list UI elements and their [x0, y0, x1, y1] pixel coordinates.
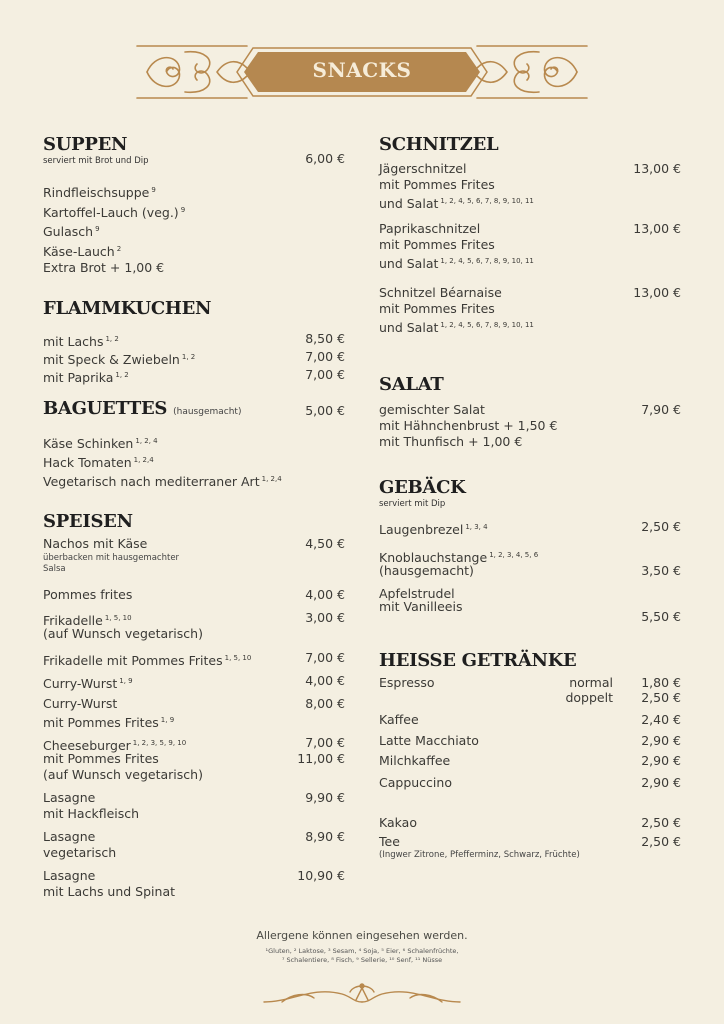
footer-ornament: [262, 980, 462, 1008]
menu-price: 11,00 €: [297, 751, 345, 766]
left-column: [43, 0, 345, 1024]
menu-price: 4,50 €: [305, 536, 345, 551]
menu-item: Knoblauchstange $^{1, 2, 3, 4, 5, 6}$: [379, 550, 539, 565]
menu-price: 2,50 €: [641, 815, 681, 830]
gebaeck-subtitle: serviert mit Dip: [379, 499, 446, 509]
menu-price: 3,50 €: [641, 563, 681, 578]
menu-price: 4,00 €: [305, 587, 345, 602]
menu-note: überbacken mit hausgemachter: [43, 553, 180, 563]
menu-item: Milchkaffee: [379, 753, 451, 768]
menu-item: Cheeseburger $^{1, 2, 3, 5, 9, 10}$: [43, 738, 187, 753]
menu-item: mit Lachs $^{1, 2}$: [43, 334, 119, 349]
menu-item: Kartoffel-Lauch (veg.) $^9$: [43, 205, 186, 220]
section-title-getraenke: HEISSE GETRÄNKE: [379, 650, 577, 671]
menu-item: Lasagne: [43, 868, 96, 883]
section-title-speisen: SPEISEN: [43, 511, 133, 532]
menu-price: 2,50 €: [641, 834, 681, 849]
menu-price: 8,90 €: [305, 829, 345, 844]
menu-item: Vegetarisch nach mediterraner Art $^{1, 2,4}$: [43, 474, 282, 489]
menu-item: Curry-Wurst: [43, 696, 118, 711]
espresso-option-normal: normal: [569, 675, 613, 690]
section-title-baguettes: BAGUETTES (hausgemacht): [43, 398, 242, 419]
menu-price: 2,90 €: [641, 753, 681, 768]
menu-price: 8,00 €: [305, 696, 345, 711]
menu-item-line: mit Pommes Frites: [379, 177, 495, 192]
section-title-flammkuchen: FLAMMKUCHEN: [43, 298, 212, 319]
menu-item: Apfelstrudel: [379, 586, 455, 601]
menu-item-line: und Salat $^{1, 2, 4, 5, 6, 7, 8, 9, 10, 11}$: [379, 320, 534, 335]
menu-item: mit Paprika $^{1, 2}$: [43, 370, 129, 385]
menu-item: Extra Brot + 1,00 €: [43, 260, 165, 275]
menu-item: Hack Tomaten $^{1, 2,4}$: [43, 455, 154, 470]
menu-note: Salsa: [43, 564, 66, 574]
section-title-gebaeck: GEBÄCK: [379, 477, 466, 498]
menu-price: 2,90 €: [641, 733, 681, 748]
allergen-legend: ¹Gluten, ² Laktose, ³ Sesam, ⁴ Soja, ⁵ Eier, ⁶ Schalenfrüchte, ⁷ Schalentiere, ⁸ Fisch, ⁹ Sellerie, ¹⁰ Senf, ¹¹ Nüsse: [265, 947, 459, 964]
menu-item: Kakao: [379, 815, 417, 830]
menu-item: Espresso: [379, 675, 435, 690]
baguettes-price: 5,00 €: [305, 403, 345, 418]
banner-title: SNACKS: [312, 58, 412, 82]
menu-item-line: mit Vanilleeis: [379, 599, 463, 614]
menu-price: 8,50 €: [305, 331, 345, 346]
menu-price: 3,00 €: [305, 610, 345, 625]
menu-item: Paprikaschnitzel: [379, 221, 481, 236]
menu-price: 7,00 €: [305, 735, 345, 750]
menu-item: Kaffee: [379, 712, 419, 727]
menu-item: Laugenbrezel $^{1, 3, 4}$: [379, 522, 488, 537]
menu-item: Rindfleischsuppe $^9$: [43, 185, 156, 200]
menu-item-line: mit Hähnchenbrust + 1,50 €: [379, 418, 558, 433]
menu-price: 13,00 €: [633, 285, 681, 300]
menu-item: Lasagne: [43, 790, 96, 805]
menu-price: 13,00 €: [633, 221, 681, 236]
menu-item: gemischter Salat: [379, 402, 485, 417]
menu-price: 7,00 €: [305, 367, 345, 382]
menu-item: Frikadelle $^{1, 5, 10}$: [43, 613, 132, 628]
menu-price: 1,80 €: [641, 675, 681, 690]
section-title-suppen: SUPPEN: [43, 134, 128, 155]
suppen-price: 6,00 €: [305, 151, 345, 166]
menu-price: 4,00 €: [305, 673, 345, 688]
menu-item-line: mit Pommes Frites: [379, 301, 495, 316]
menu-item-line: (auf Wunsch vegetarisch): [43, 767, 203, 782]
menu-price: 2,50 €: [641, 690, 681, 705]
menu-item-line: mit Pommes Frites $^{1, 9}$: [43, 715, 175, 730]
menu-item: Tee: [379, 834, 400, 849]
menu-item: Käse-Lauch $^2$: [43, 244, 122, 259]
menu-price: 5,50 €: [641, 609, 681, 624]
menu-price: 7,00 €: [305, 349, 345, 364]
tee-note: (Ingwer Zitrone, Pfefferminz, Schwarz, Früchte): [379, 850, 580, 860]
menu-item-line: mit Thunfisch + 1,00 €: [379, 434, 523, 449]
menu-price: 7,90 €: [641, 402, 681, 417]
menu-item-line: (hausgemacht): [379, 563, 474, 578]
section-title-salat: SALAT: [379, 374, 444, 395]
menu-item-line: und Salat $^{1, 2, 4, 5, 6, 7, 8, 9, 10, 11}$: [379, 196, 534, 211]
menu-item: Jägerschnitzel: [379, 161, 467, 176]
menu-price: 2,50 €: [641, 519, 681, 534]
menu-item: Schnitzel Béarnaise: [379, 285, 502, 300]
menu-item-line: (auf Wunsch vegetarisch): [43, 626, 203, 641]
menu-item: Pommes frites: [43, 587, 133, 602]
menu-item: Käse Schinken $^{1, 2, 4}$: [43, 436, 158, 451]
menu-item: Gulasch $^9$: [43, 224, 100, 239]
menu-price: 9,90 €: [305, 790, 345, 805]
menu-item-line: mit Hackfleisch: [43, 806, 140, 821]
menu-item: Nachos mit Käse: [43, 536, 148, 551]
menu-item-line: mit Lachs und Spinat: [43, 884, 176, 899]
menu-price: 10,90 €: [297, 868, 345, 883]
menu-item: Lasagne: [43, 829, 96, 844]
section-title-schnitzel: SCHNITZEL: [379, 134, 499, 155]
menu-item-line: und Salat $^{1, 2, 4, 5, 6, 7, 8, 9, 10, 11}$: [379, 256, 534, 271]
menu-item-line: mit Pommes Frites: [379, 237, 495, 252]
menu-price: 13,00 €: [633, 161, 681, 176]
menu-price: 2,40 €: [641, 712, 681, 727]
suppen-subtitle: serviert mit Brot und Dip: [43, 156, 149, 166]
menu-item: Curry-Wurst $^{1, 9}$: [43, 676, 133, 691]
menu-item: Latte Macchiato: [379, 733, 479, 748]
espresso-option-doppelt: doppelt: [565, 690, 613, 705]
menu-item: Frikadelle mit Pommes Frites $^{1, 5, 10}$: [43, 653, 252, 668]
menu-item: mit Speck & Zwiebeln $^{1, 2}$: [43, 352, 196, 367]
menu-item-line: vegetarisch: [43, 845, 117, 860]
allergen-notice: Allergene können eingesehen werden.: [256, 929, 468, 942]
menu-item: Cappuccino: [379, 775, 452, 790]
menu-item-line: mit Pommes Frites: [43, 751, 159, 766]
menu-price: 2,90 €: [641, 775, 681, 790]
menu-price: 7,00 €: [305, 650, 345, 665]
right-column: [379, 0, 681, 1024]
